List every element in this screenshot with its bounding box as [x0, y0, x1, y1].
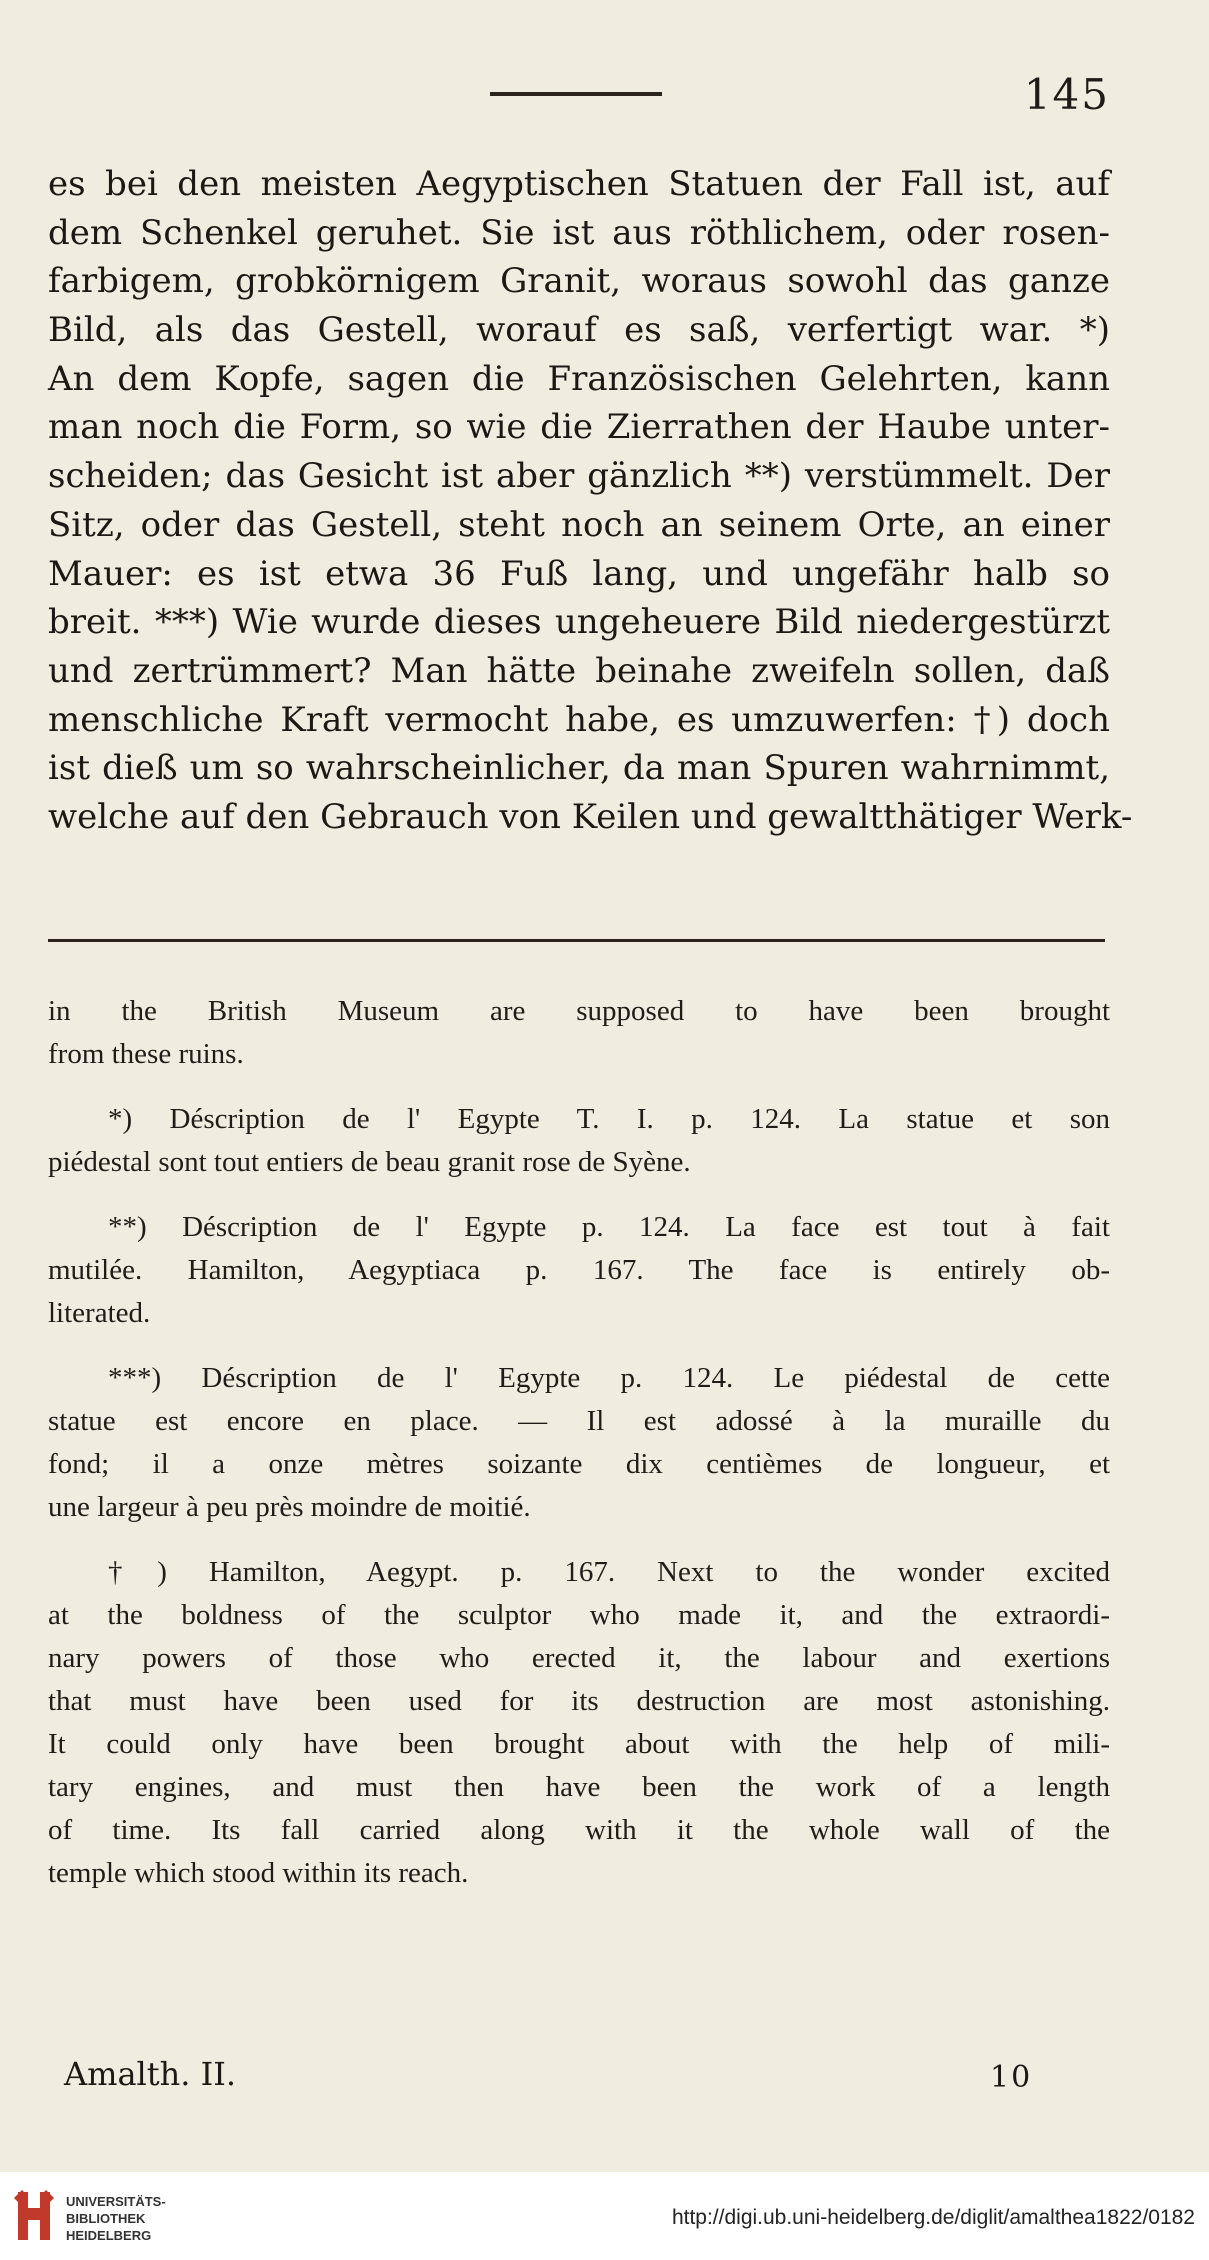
- main-text: [48, 160, 1133, 842]
- footnote-line: temple which stood within its reach.: [48, 1857, 469, 1889]
- footnote: [48, 1098, 1110, 1184]
- text-line: ist dieß um so wahrscheinlicher, da man Spuren wahrnimmt,: [48, 748, 1110, 789]
- footnote-line: It could only have been brought about with the help of mili-: [48, 1728, 1110, 1760]
- footnote-line: statue est encore en place. — Il est adossé à la muraille du: [48, 1405, 1110, 1437]
- header-rule: [490, 92, 662, 96]
- footnote-line: †) Hamilton, Aegypt. p. 167. Next to the wonder excited: [108, 1556, 1110, 1588]
- permalink-url[interactable]: http://digi.ub.uni-heidelberg.de/diglit/amalthea1822/0182: [671, 2206, 1195, 2229]
- footnote-line: *) Déscription de l' Egypte T. I. p. 124. La statue et son: [108, 1103, 1110, 1135]
- university-seal-icon[interactable]: [12, 2188, 56, 2244]
- printer-signature: Amalth. II.: [64, 2055, 237, 2093]
- footnotes: [48, 990, 1110, 1917]
- text-line: An dem Kopfe, sagen die Französischen Gelehrten, kann: [48, 358, 1110, 399]
- text-line: Sitz, oder das Gestell, steht noch an seinem Orte, an einer: [48, 504, 1110, 545]
- footnote-line: mutilée. Hamilton, Aegyptiaca p. 167. The face is entirely ob-: [48, 1254, 1110, 1286]
- footnote-line: at the boldness of the sculptor who made it, and the extraordi-: [48, 1599, 1110, 1631]
- text-line: man noch die Form, so wie die Zierrathen der Haube unter-: [48, 407, 1110, 448]
- footnote-line: fond; il a onze mètres soizante dix centièmes de longueur, et: [48, 1448, 1110, 1480]
- footnote-line: of time. Its fall carried along with it the whole wall of the: [48, 1814, 1110, 1846]
- footnote-line: from these ruins.: [48, 1038, 244, 1070]
- text-line: farbigem, grobkörnigem Granit, woraus sowohl das ganze: [48, 261, 1110, 302]
- text-line: es bei den meisten Aegyptischen Statuen der Fall ist, auf: [48, 164, 1110, 204]
- footnote: [48, 1206, 1110, 1335]
- footnote-line: piédestal sont tout entiers de beau granit rose de Syène.: [48, 1146, 691, 1178]
- footnote-line: tary engines, and must then have been the work of a length: [48, 1771, 1110, 1803]
- text-line: menschliche Kraft vermocht habe, es umzuwerfen: †) doch: [48, 699, 1110, 740]
- text-line: Bild, als das Gestell, worauf es saß, verfertigt war. *): [48, 310, 1110, 351]
- footnote-line: **) Déscription de l' Egypte p. 124. La face est tout à fait: [108, 1211, 1110, 1243]
- text-line: dem Schenkel geruhet. Sie ist aus röthlichem, oder rosen-: [48, 212, 1110, 253]
- footnote-line: literated.: [48, 1297, 151, 1329]
- footnote-line: ***) Déscription de l' Egypte p. 124. Le piédestal de cette: [108, 1362, 1110, 1394]
- footnote-line: that must have been used for its destruction are most astonishing.: [48, 1685, 1110, 1717]
- library-name-line3: HEIDELBERG: [66, 2228, 152, 2243]
- signature-number: 10: [990, 2060, 1033, 2095]
- library-name: [66, 2193, 166, 2244]
- footnote: [48, 1551, 1110, 1895]
- text-line: welche auf den Gebrauch von Keilen und gewaltthätiger Werk-: [48, 796, 1133, 837]
- footnote-rule: [48, 939, 1105, 942]
- footnote-line: nary powers of those who erected it, the labour and exertions: [48, 1642, 1110, 1674]
- footnote: [48, 1357, 1110, 1529]
- text-line: breit. ***) Wie wurde dieses ungeheuere Bild niedergestürzt: [48, 602, 1110, 643]
- page-number: 145: [1023, 70, 1110, 119]
- text-line: und zertrümmert? Man hätte beinahe zweifeln sollen, daß: [48, 650, 1110, 691]
- text-line: scheiden; das Gesicht ist aber gänzlich **) verstümmelt. Der: [48, 456, 1110, 497]
- library-name-line1: UNIVERSITÄTS-: [66, 2194, 166, 2209]
- footnote-line: une largeur à peu près moindre de moitié.: [48, 1491, 531, 1523]
- footnote: [48, 990, 1110, 1076]
- library-name-line2: BIBLIOTHEK: [66, 2211, 146, 2226]
- footnote-line: in the British Museum are supposed to have been brought: [48, 995, 1110, 1027]
- text-line: Mauer: es ist etwa 36 Fuß lang, und ungefähr halb so: [48, 553, 1110, 594]
